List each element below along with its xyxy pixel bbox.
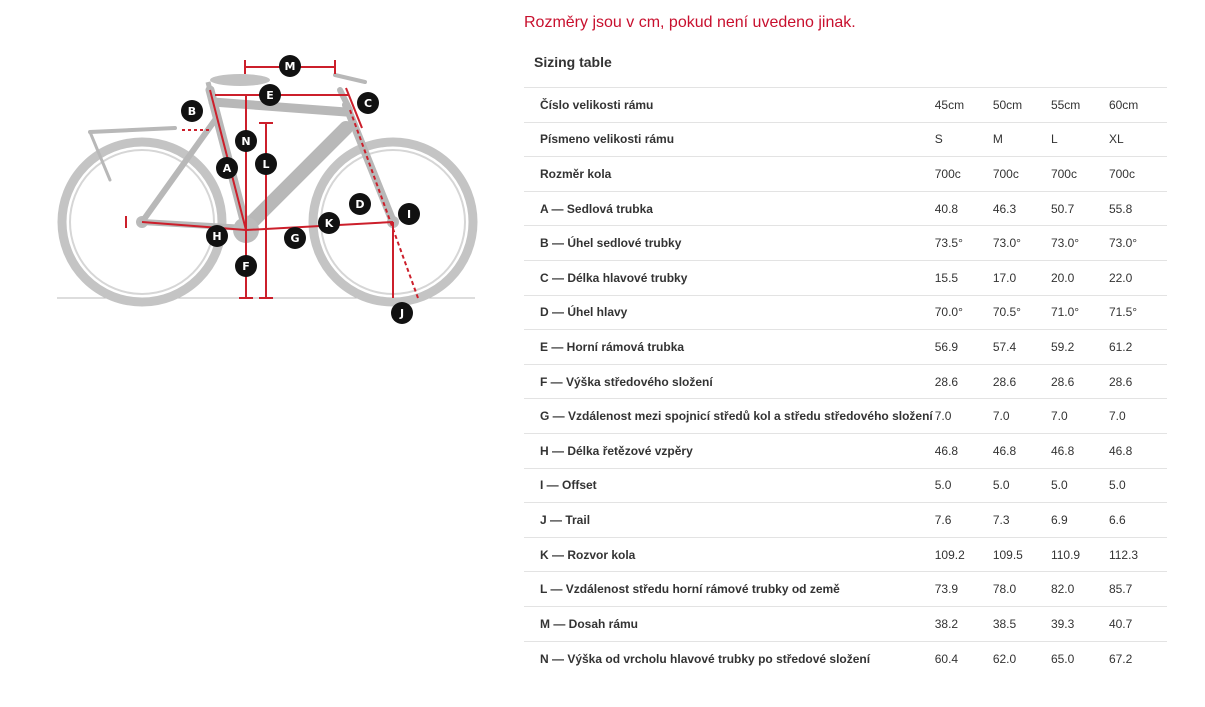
diagram-label-c (357, 92, 379, 114)
row-value: 7.0 (1108, 409, 1126, 424)
sizing-table-body (524, 88, 1167, 676)
row-label: C — Délka hlavové trubky (540, 270, 688, 285)
row-value: 109.5 (992, 547, 1023, 562)
row-value: 39.3 (1050, 616, 1075, 631)
diagram-label-g (284, 227, 306, 249)
row-value: 67.2 (1108, 651, 1133, 666)
table-row (524, 122, 1167, 157)
row-value: 46.8 (1108, 443, 1133, 458)
row-label: Písmeno velikosti rámu (540, 132, 675, 147)
row-value: 700c (1050, 166, 1077, 181)
table-row (524, 537, 1167, 572)
row-value: 55.8 (1108, 201, 1133, 216)
table-row (524, 572, 1167, 607)
sizing-table (524, 87, 1167, 676)
row-value: 73.5° (934, 236, 963, 251)
table-row (524, 606, 1167, 641)
row-value: 28.6 (992, 374, 1017, 389)
table-row (524, 295, 1167, 330)
row-value: 28.6 (1050, 374, 1075, 389)
diagram-label-i (398, 203, 420, 225)
row-label: Číslo velikosti rámu (540, 97, 654, 112)
table-row (524, 260, 1167, 295)
row-value: 73.0° (1050, 236, 1080, 251)
row-label: N — Výška od vrcholu hlavové trubky po středové složení (540, 651, 871, 666)
sizing-panel (524, 0, 1167, 676)
row-value: 45cm (934, 97, 965, 112)
svg-text:I: I (406, 208, 412, 221)
row-value: XL (1108, 132, 1124, 147)
row-value: 50.7 (1050, 201, 1075, 216)
row-label: Rozměr kola (540, 166, 612, 181)
row-value: 57.4 (992, 339, 1017, 354)
row-value: 85.7 (1108, 582, 1133, 597)
svg-text:K: K (324, 217, 334, 230)
row-value: 700c (992, 166, 1019, 181)
row-value: 73.0° (992, 236, 1021, 251)
row-value: 50cm (992, 97, 1023, 112)
row-label: L — Vzdálenost středu horní rámové trubky od země (540, 582, 840, 597)
row-value: S (934, 132, 943, 147)
table-row (524, 226, 1167, 261)
row-value: 700c (1108, 166, 1135, 181)
row-value: 70.5° (992, 305, 1021, 320)
row-value: 40.7 (1108, 616, 1133, 631)
row-value: 7.0 (1050, 409, 1068, 424)
row-value: 700c (934, 166, 961, 181)
row-label: K — Rozvor kola (540, 547, 636, 562)
row-value: 7.0 (934, 409, 952, 424)
svg-text:D: D (355, 198, 365, 211)
svg-text:H: H (212, 230, 222, 243)
row-value: 55cm (1050, 97, 1081, 112)
row-value: L (1050, 132, 1058, 147)
svg-text:A: A (222, 162, 232, 175)
row-value: 112.3 (1108, 547, 1139, 562)
svg-text:F: F (242, 260, 250, 273)
row-value: 61.2 (1108, 339, 1133, 354)
row-value: M (992, 132, 1003, 147)
table-row (524, 503, 1167, 538)
row-value: 82.0 (1050, 582, 1075, 597)
table-row (524, 641, 1167, 676)
table-row (524, 468, 1167, 503)
bike-geometry-svg (50, 50, 480, 335)
table-row (524, 88, 1167, 123)
row-label: B — Úhel sedlové trubky (540, 236, 682, 251)
diagram-label-e (259, 84, 281, 106)
row-label: M — Dosah rámu (540, 616, 639, 631)
row-value: 46.8 (934, 443, 959, 458)
row-value: 46.8 (992, 443, 1017, 458)
row-value: 7.0 (992, 409, 1010, 424)
row-value: 78.0 (992, 582, 1017, 597)
bike-geometry-diagram (50, 50, 480, 335)
row-label: E — Horní rámová trubka (540, 339, 685, 354)
diagram-label-m (279, 55, 301, 77)
svg-text:E: E (266, 89, 274, 102)
table-row (524, 330, 1167, 365)
row-value: 110.9 (1050, 547, 1081, 562)
diagram-label-n (235, 130, 257, 152)
row-label: H — Délka řetězové vzpěry (540, 443, 693, 458)
row-value: 46.3 (992, 201, 1017, 216)
diagram-label-l (255, 153, 277, 175)
row-value: 46.8 (1050, 443, 1075, 458)
saddle (210, 74, 270, 86)
row-value: 65.0 (1050, 651, 1075, 666)
row-label: I — Offset (540, 478, 597, 493)
diagram-label-f (235, 255, 257, 277)
row-label: J — Trail (540, 512, 591, 527)
units-note: Rozměry jsou v cm, pokud není uvedeno jinak. (524, 14, 856, 31)
row-value: 17.0 (992, 270, 1017, 285)
table-row (524, 191, 1167, 226)
row-value: 7.3 (992, 512, 1010, 527)
sizing-table-title: Sizing table (534, 54, 612, 70)
row-value: 38.2 (934, 616, 959, 631)
diagram-label-b (181, 100, 203, 122)
diagram-label-a (216, 157, 238, 179)
row-value: 28.6 (934, 374, 959, 389)
diagram-label-h (206, 225, 228, 247)
table-row (524, 399, 1167, 434)
row-label: G — Vzdálenost mezi spojnicí středů kol a středu středového složení (540, 409, 933, 424)
row-value: 71.0° (1050, 305, 1080, 320)
svg-text:N: N (241, 135, 251, 148)
row-value: 5.0 (992, 478, 1010, 493)
row-value: 62.0 (992, 651, 1017, 666)
row-value: 59.2 (1050, 339, 1075, 354)
row-value: 6.6 (1108, 512, 1126, 527)
svg-text:M: M (284, 60, 296, 73)
svg-text:C: C (363, 97, 373, 110)
row-value: 5.0 (1108, 478, 1126, 493)
row-value: 22.0 (1108, 270, 1133, 285)
row-label: A — Sedlová trubka (540, 201, 653, 216)
row-value: 15.5 (934, 270, 959, 285)
svg-text:J: J (399, 307, 405, 320)
table-row (524, 364, 1167, 399)
diagram-label-k (318, 212, 340, 234)
table-row (524, 433, 1167, 468)
row-label: F — Výška středového složení (540, 374, 713, 389)
diagram-label-d (349, 193, 371, 215)
row-value: 20.0 (1050, 270, 1075, 285)
row-value: 6.9 (1050, 512, 1068, 527)
row-value: 71.5° (1108, 305, 1138, 320)
svg-text:G: G (290, 232, 300, 245)
row-value: 5.0 (934, 478, 952, 493)
row-value: 60cm (1108, 97, 1139, 112)
row-value: 40.8 (934, 201, 959, 216)
row-value: 60.4 (934, 651, 959, 666)
row-label: D — Úhel hlavy (540, 305, 628, 320)
table-row (524, 157, 1167, 192)
svg-text:B: B (187, 105, 197, 118)
row-value: 70.0° (934, 305, 963, 320)
row-value: 73.9 (934, 582, 959, 597)
row-value: 28.6 (1108, 374, 1133, 389)
row-value: 7.6 (934, 512, 952, 527)
diagram-label-j (391, 302, 413, 324)
row-value: 73.0° (1108, 236, 1138, 251)
row-value: 38.5 (992, 616, 1017, 631)
row-value: 5.0 (1050, 478, 1068, 493)
row-value: 56.9 (934, 339, 959, 354)
svg-text:L: L (262, 158, 270, 171)
row-value: 109.2 (934, 547, 965, 562)
